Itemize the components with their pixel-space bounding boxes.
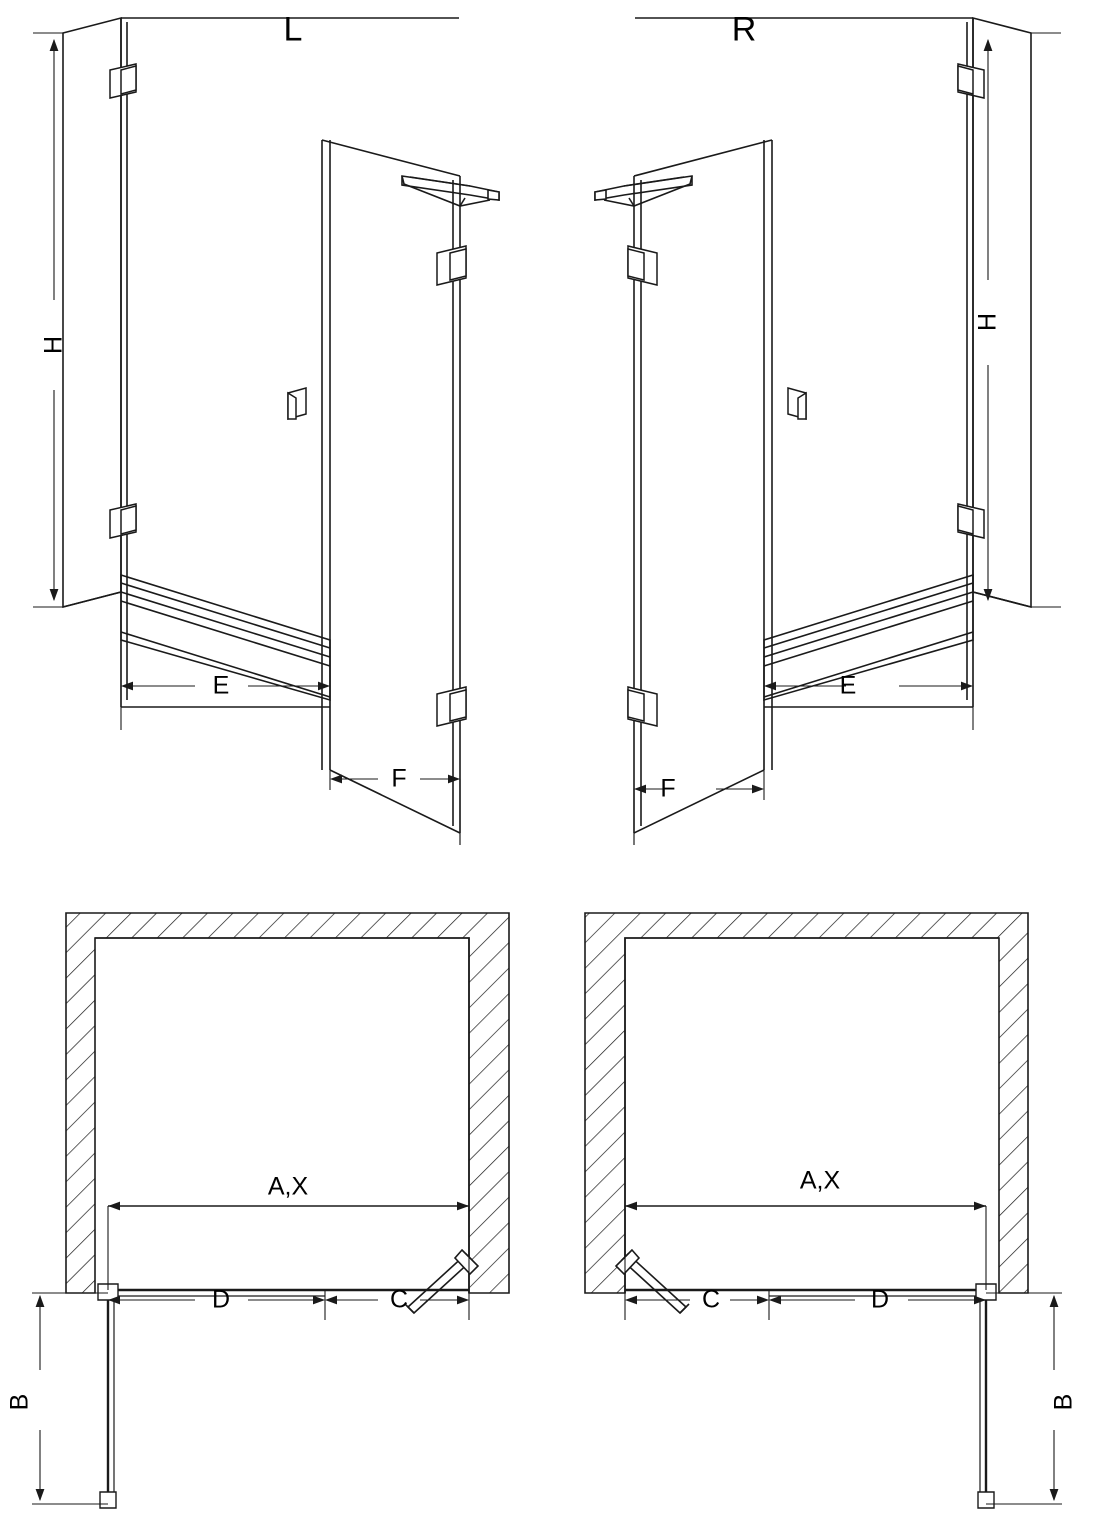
stabilizer-bar-left (402, 176, 499, 206)
dim-label-e-right: E (839, 671, 857, 700)
bracket-icon (100, 1492, 116, 1508)
plan-left (66, 913, 509, 1508)
stabilizer-bar-right (595, 176, 692, 206)
dim-label-c-left: C (389, 1285, 409, 1314)
dim-label-b-left: B (5, 1393, 34, 1411)
dim-label-height-left: H (39, 335, 68, 355)
plan-right (585, 913, 1028, 1508)
dimensions-plan-right (625, 1206, 1062, 1504)
dim-label-d-left: D (211, 1285, 231, 1314)
wall-hatch (66, 913, 509, 1293)
dim-label-e-left: E (212, 671, 230, 700)
elevation-right (634, 18, 1031, 833)
dim-label-f-right: F (660, 774, 676, 803)
dimensions-elevation-left (33, 33, 460, 845)
dim-label-f-left: F (391, 764, 407, 793)
bracket-icon (978, 1492, 994, 1508)
variant-label-right: R (731, 10, 757, 49)
dim-label-c-right: C (701, 1285, 721, 1314)
wall-hatch (585, 913, 1028, 1293)
dim-label-d-right: D (870, 1285, 890, 1314)
dim-label-ax-left: A,X (267, 1172, 309, 1201)
dimensions-plan-left (32, 1206, 469, 1504)
elevation-left (63, 18, 460, 833)
dim-label-b-right: B (1049, 1393, 1078, 1411)
dim-label-ax-right: A,X (799, 1166, 841, 1195)
dimensions-elevation-right (634, 33, 1061, 845)
dim-label-height-right: H (973, 312, 1002, 332)
variant-label-left: L (283, 10, 303, 49)
